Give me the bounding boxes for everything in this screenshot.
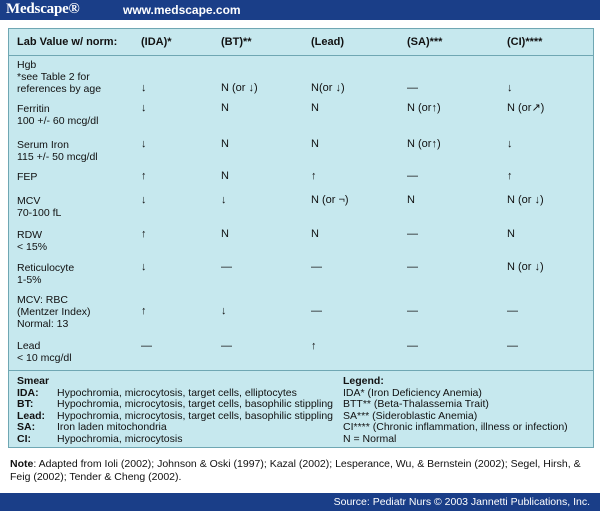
section-divider [9, 370, 593, 371]
site-url[interactable]: www.medscape.com [123, 3, 241, 17]
smear-abbr: SA: [17, 421, 36, 433]
row-label: Serum Iron [17, 139, 69, 151]
column-header-sa: (SA)*** [407, 36, 443, 48]
table-cell: N [311, 102, 319, 114]
column-header-ci: (CI)**** [507, 36, 543, 48]
table-cell: ↓ [141, 82, 147, 94]
table-cell: ↑ [141, 170, 147, 182]
smear-text: Hypochromia, microcytosis [57, 432, 183, 445]
table-cell: ↓ [141, 102, 147, 114]
table-cell: — [507, 305, 518, 317]
row-label: (Mentzer Index) [17, 306, 91, 318]
lab-values-table [8, 28, 594, 448]
table-cell: — [221, 340, 232, 352]
row-label: MCV: RBC [17, 294, 68, 306]
column-header-ida: (IDA)* [141, 36, 172, 48]
table-cell: — [407, 170, 418, 182]
note-body: : Adapted from Ioli (2002); Johnson & Oski (1997); Kazal (2002); Lesperance, Wu, & Bernstein (2002); Segel, Hirsh, & Feig (2002); Tender & Cheng (2002). [10, 458, 581, 483]
row-label: Hgb [17, 59, 37, 71]
table-cell: N (or↗) [507, 102, 545, 114]
smear-abbr: IDA: [17, 386, 39, 399]
row-label: *see Table 2 for [17, 71, 90, 83]
table-cell: N [221, 228, 229, 240]
legend-title: Legend: [343, 375, 384, 387]
table-cell: N [311, 138, 319, 150]
legend-section [343, 376, 568, 445]
table-cell: — [407, 340, 418, 352]
row-label: FEP [17, 171, 38, 183]
row-label: references by age [17, 83, 102, 95]
table-cell: N (or ↓) [221, 82, 258, 94]
smear-text: Hypochromia, microcytosis, target cells, basophilic stippling [57, 398, 334, 410]
table-cell: ↓ [507, 82, 513, 94]
table-cell: ↑ [141, 228, 147, 240]
row-label: 115 +/- 50 mcg/dl [17, 151, 98, 163]
table-cell: ↓ [141, 194, 147, 206]
row-label: 70-100 fL [17, 207, 62, 219]
legend-item: SA*** (Sideroblastic Anemia) [343, 409, 478, 422]
table-cell: N [221, 138, 229, 150]
table-cell: ↓ [507, 138, 513, 150]
row-label: 100 +/- 60 mcg/dl [17, 115, 99, 127]
table-cell: N (or↑) [407, 102, 441, 114]
row-label: Reticulocyte [17, 262, 75, 274]
row-label: Lead [17, 340, 41, 352]
table-cell: — [311, 305, 322, 317]
note-text [10, 458, 590, 484]
table-cell: ↑ [311, 340, 317, 352]
footer-bar [0, 493, 600, 511]
row-label: RDW [17, 229, 43, 241]
row-label: < 15% [17, 241, 48, 253]
smear-text: Hypochromia, microcytosis, target cells, basophilic stippling [57, 409, 334, 422]
table-cell: — [221, 261, 232, 273]
smear-abbr: BT: [17, 398, 34, 410]
table-cell: N (or ¬) [311, 194, 349, 206]
table-cell: ↑ [507, 170, 513, 182]
table-cell: N [221, 170, 229, 182]
table-cell: ↓ [141, 138, 147, 150]
column-header-lab-value: Lab Value w/ norm: [17, 36, 118, 48]
table-cell: — [311, 261, 322, 273]
table-cell: — [407, 305, 418, 317]
medscape-logo[interactable]: Medscape® [6, 1, 80, 17]
table-cell: ↓ [221, 194, 227, 206]
column-header-lead: (Lead) [311, 36, 344, 48]
smear-text: Iron laden mitochondria [57, 421, 167, 433]
table-cell: N [407, 194, 415, 206]
table-cell: ↑ [311, 170, 317, 182]
smear-section [17, 376, 333, 445]
table-cell: N (or↑) [407, 138, 441, 150]
row-label: MCV [17, 195, 41, 207]
row-label: < 10 mcg/dl [17, 352, 72, 364]
note-label: Note [10, 458, 34, 470]
smear-abbr: Lead: [17, 409, 46, 422]
smear-title: Smear [17, 375, 50, 387]
table-cell: — [507, 340, 518, 352]
table-cell: — [407, 228, 418, 240]
table-cell: N (or ↓) [507, 194, 544, 206]
table-cell: N (or ↓) [507, 261, 544, 273]
table-cell: ↓ [141, 261, 147, 273]
legend-item: BTT** (Beta-Thalassemia Trait) [343, 398, 489, 410]
row-label: 1-5% [17, 274, 42, 286]
legend-item: CI**** (Chronic inflammation, illness or infection) [343, 421, 568, 433]
table-header-row [9, 29, 593, 56]
table-cell: — [407, 82, 418, 94]
table-cell: ↑ [141, 305, 147, 317]
table-cell: — [141, 340, 152, 352]
smear-text: Hypochromia, microcytosis, target cells, elliptocytes [57, 386, 297, 399]
source-credit: Source: Pediatr Nurs © 2003 Jannetti Publications, Inc. [333, 496, 590, 508]
legend-item: N = Normal [343, 432, 397, 445]
row-label: Normal: 13 [17, 318, 69, 330]
top-bar [0, 0, 600, 20]
column-header-bt: (BT)** [221, 36, 252, 48]
legend-item: IDA* (Iron Deficiency Anemia) [343, 386, 482, 399]
table-cell: — [407, 261, 418, 273]
table-cell: N [507, 228, 515, 240]
row-label: Ferritin [17, 103, 50, 115]
table-cell: ↓ [221, 305, 227, 317]
table-cell: N(or ↓) [311, 82, 345, 94]
smear-abbr: CI: [17, 432, 31, 445]
table-cell: N [221, 102, 229, 114]
list-item [17, 434, 333, 446]
table-cell: N [311, 228, 319, 240]
